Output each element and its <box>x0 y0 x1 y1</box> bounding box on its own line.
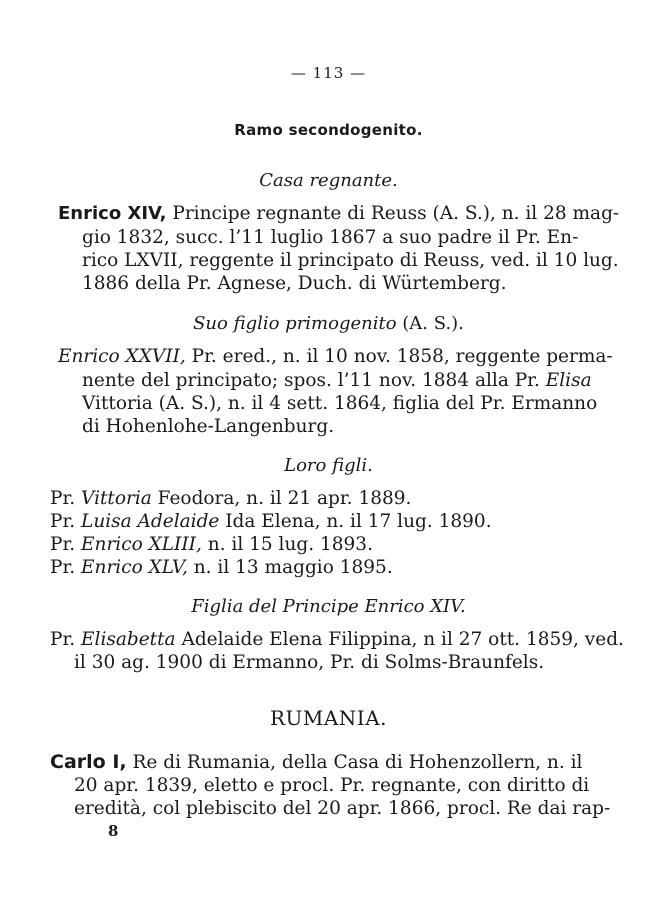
entry-carlo-line-1 <box>50 751 582 774</box>
entry-enrico-xxvii-line-2 <box>82 370 592 392</box>
given-name: Enrico XLV, <box>81 557 188 578</box>
entry-italic: Elisa <box>545 370 592 391</box>
entry-carlo-line-3: eredità, col plebiscito del 20 apr. 1866, procl. Re dai rap- <box>74 798 611 819</box>
entry-carlo-line-2: 20 apr. 1839, eletto e procl. Pr. regnante, con diritto di <box>74 775 590 796</box>
entry-enrico-xiv-line-1 <box>58 203 619 225</box>
entry-enrico-xiv-line-3: rico LXVII, reggente il principato di Reuss, ved. il 10 lug. <box>82 250 619 271</box>
list-item-text: Feodora, n. il 21 apr. 1889. <box>151 488 412 509</box>
entry-name: Carlo I, <box>50 751 127 773</box>
entry-enrico-xiv-line-4: 1886 della Pr. Agnese, Duch. di Würtemberg. <box>82 273 507 294</box>
list-item <box>50 557 393 579</box>
title-prefix: Pr. <box>50 488 82 509</box>
entry-elisabetta-line-2: il 30 ag. 1900 di Ermanno, Pr. di Solms-Braunfels. <box>74 652 545 673</box>
given-name: Luisa Adelaide <box>81 511 220 532</box>
signature-mark: 8 <box>108 822 119 840</box>
list-item <box>50 534 373 556</box>
entry-text: nente del principato; spos. l’11 nov. 1884 alla Pr. <box>82 370 546 391</box>
given-name: Elisabetta <box>81 629 176 650</box>
list-item <box>50 511 492 533</box>
entry-name: Enrico XXVII, <box>58 346 186 367</box>
country-heading: RUMANIA. <box>269 706 388 730</box>
entry-text: Re di Rumania, della Casa di Hohenzollern, n. il <box>126 752 583 773</box>
given-name: Enrico XLIII, <box>81 534 202 555</box>
entry-enrico-xxvii-line-4: di Hohenlohe-Langenburg. <box>82 416 335 437</box>
entry-enrico-xxvii-line-1 <box>58 346 613 368</box>
subheading-suo-figlio <box>0 313 657 334</box>
entry-enrico-xxvii-line-3: Vittoria (A. S.), n. il 4 sett. 1864, figlia del Pr. Ermanno <box>82 393 598 414</box>
title-prefix: Pr. <box>50 629 82 650</box>
entry-text: Adelaide Elena Filippina, n il 27 ott. 1859, ved. <box>175 629 624 650</box>
entry-enrico-xiv-line-2: gio 1832, succ. l’11 luglio 1867 a suo padre il Pr. En- <box>82 227 579 248</box>
title-prefix: Pr. <box>50 511 82 532</box>
subheading-italic: Suo figlio primogenito <box>193 313 397 334</box>
subheading-casa-regnante: Casa regnante. <box>259 170 398 191</box>
list-item <box>50 488 411 510</box>
subheading-plain: (A. S.). <box>396 313 464 334</box>
subheading-figlia: Figlia del Principe Enrico XIV. <box>191 596 466 617</box>
entry-name: Enrico XIV, <box>58 203 167 224</box>
title-prefix: Pr. <box>50 534 82 555</box>
subheading-loro-figli: Loro figli. <box>284 455 373 476</box>
list-item-text: n. il 15 lug. 1893. <box>201 534 373 555</box>
page-number: — 113 — <box>290 64 367 82</box>
entry-text: Pr. ered., n. il 10 nov. 1858, reggente perma- <box>185 346 613 367</box>
list-item-text: n. il 13 maggio 1895. <box>187 557 393 578</box>
entry-elisabetta-line-1 <box>50 629 624 651</box>
entry-text: Principe regnante di Reuss (A. S.), n. il 28 mag- <box>166 203 620 224</box>
section-heading: Ramo secondogenito. <box>234 121 423 139</box>
title-prefix: Pr. <box>50 557 82 578</box>
given-name: Vittoria <box>81 488 152 509</box>
list-item-text: Ida Elena, n. il 17 lug. 1890. <box>219 511 492 532</box>
